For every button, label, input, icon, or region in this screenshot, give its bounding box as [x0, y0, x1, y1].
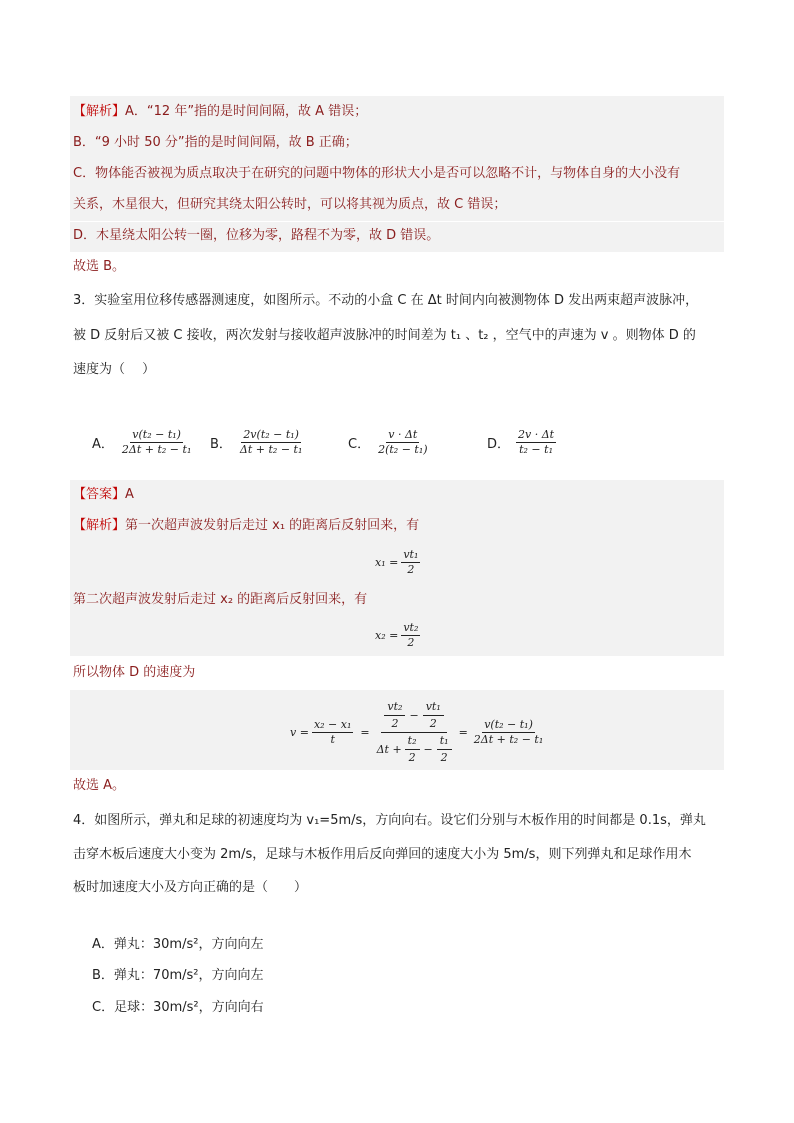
q4-option-c: C．足球：30m/s²，方向向右: [92, 1000, 264, 1015]
q3-option-d-fraction: $\frac{2v \cdot \Delta t}{\text{t₂ − t₁}}$: [518, 428, 555, 456]
q3-option-c-fraction: $\frac{v \cdot \Delta t}{\text{2(t₂ − t₁)}}$: [378, 428, 428, 456]
analysis-tag: 【解析】: [73, 104, 126, 119]
equation-velocity: v = $\frac{\text{x₂ − x₁}}{t}$ = $\frac{\text{vt₂}}{2}$ − $\frac{\text{vt₁}}{2}$ Δt + $\frac{\text{t₂}}{2}$ − $\frac{\text{t₁}}{2}$ = $\frac{\text{v(t₂ − t₁)}}{\text{2Δt + t₂ − t₁}}$: [290, 700, 544, 764]
analysis-prev-line2: B．“9 小时 50 分”指的是时间间隔，故 B 正确；: [73, 135, 358, 150]
q3-line3: 速度为（ ）: [73, 362, 156, 377]
q3-option-a-fraction: $\frac{\text{v(t₂ − t₁)}}{\text{2Δt + t₂ − t₁}}$: [121, 428, 192, 456]
q3-answer: 【答案】A: [73, 487, 134, 502]
q4-line2: 击穿木板后速度大小变为 2m/s，足球与木板作用后反向弹回的速度大小为 5m/s，则下列弹丸和足球作用木: [73, 847, 692, 862]
equation-x1: x₁ = $\frac{\text{vt₁}}{2}$: [375, 548, 419, 576]
q3-line1: 3．实验室用位移传感器测速度，如图所示。不动的小盒 C 在 Δt 时间内向被测物体 D 发出两束超声波脉冲，: [73, 293, 699, 308]
q3-analysis3: 所以物体 D 的速度为: [73, 665, 196, 680]
analysis-prev-line5: D．木星绕太阳公转一圈，位移为零，路程不为零，故 D 错误。: [73, 228, 440, 243]
q4-option-a: A．弹丸：30m/s²，方向向左: [92, 937, 264, 952]
q3-analysis1: 【解析】第一次超声波发射后走过 x₁ 的距离后反射回来，有: [73, 518, 420, 533]
q4-option-b: B．弹丸：70m/s²，方向向左: [92, 968, 264, 983]
q3-option-c: C． $\frac{v \cdot \Delta t}{\text{2(t₂ − t₁)}}$: [348, 428, 428, 456]
q3-option-b: B． $\frac{\text{2v(t₂ − t₁)}}{\text{Δt + t₂ − t₁}}$: [210, 428, 303, 456]
answer-tag: 【答案】: [73, 487, 126, 502]
q3-line2: 被 D 反射后又被 C 接收，两次发射与接收超声波脉冲的时间差为 t₁ 、t₂ ，空气中的声速为 v 。则物体 D 的: [73, 328, 696, 343]
analysis-prev-line1: 【解析】A．“12 年”指的是时间间隔，故 A 错误；: [73, 104, 368, 119]
analysis-prev-line4: 关系，木星很大，但研究其绕太阳公转时，可以将其视为质点，故 C 错误；: [73, 197, 507, 212]
q3-option-b-fraction: $\frac{\text{2v(t₂ − t₁)}}{\text{Δt + t₂ − t₁}}$: [239, 428, 303, 456]
analysis-prev-line3: C．物体能否被视为质点取决于在研究的问题中物体的形状大小是否可以忽略不计，与物体自身的大小没有: [73, 166, 681, 181]
q3-option-d: D． $\frac{2v \cdot \Delta t}{\text{t₂ − t₁}}$: [487, 428, 555, 456]
q3-option-a: A． $\frac{\text{v(t₂ − t₁)}}{\text{2Δt + t₂ − t₁}}$: [92, 428, 192, 456]
equation-x2: x₂ = $\frac{\text{vt₂}}{2}$: [375, 621, 419, 649]
analysis-tag-q3: 【解析】: [73, 518, 126, 533]
equation-velocity-middle-fraction: $\frac{\text{vt₂}}{2}$ − $\frac{\text{vt₁}}{2}$ Δt + $\frac{\text{t₂}}{2}$ − $\frac{\text{t₁}}{2}$: [374, 700, 455, 765]
q4-line3: 板时加速度大小及方向正确的是（ ）: [73, 880, 308, 895]
q3-analysis2: 第二次超声波发射后走过 x₂ 的距离后反射回来，有: [73, 592, 368, 607]
analysis-prev-conclusion: 故选 B。: [73, 259, 126, 274]
q3-conclusion: 故选 A。: [73, 778, 126, 793]
q4-line1: 4．如图所示，弹丸和足球的初速度均为 v₁=5m/s，方向向右。设它们分别与木板作用的时间都是 0.1s，弹丸: [73, 813, 706, 828]
